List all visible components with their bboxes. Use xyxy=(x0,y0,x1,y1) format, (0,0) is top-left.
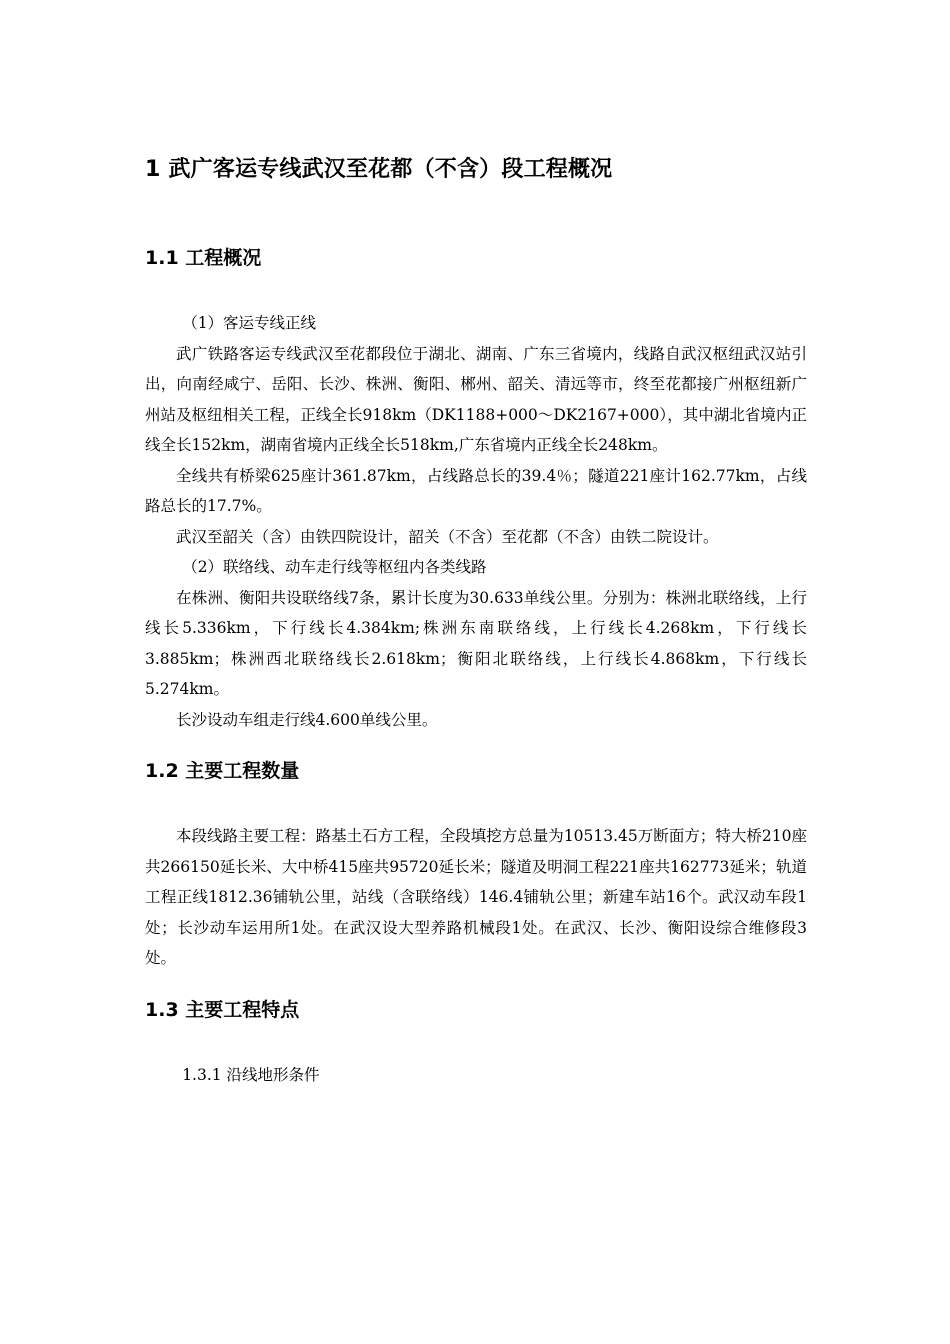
document-title: 1 武广客运专线武汉至花都（不含）段工程概况 xyxy=(145,157,613,182)
section-heading-1-3: 1.3 主要工程特点 xyxy=(145,998,300,1021)
paragraph-emu-track: 长沙设动车组走行线4.600单线公里。 xyxy=(176,710,438,729)
paragraph-bridges-tunnels: 全线共有桥梁625座计361.87km，占线路总长的39.4％；隧道221座计162.77km，占线路总长的17.7%。 xyxy=(145,466,807,515)
paragraph-main-quantities: 本段线路主要工程：路基土石方工程，全段填挖方总量为10513.45万断面方；特大桥210座共266150延长米、大中桥415座共95720延长米；隧道及明洞工程221座共162773延米；轨道工程正线1812.36铺轨公里，站线（含联络线）146.4铺轨公里；新建车站16个。武汉动车段1处；长沙动车运用所1处。在武汉设大型养路机械段1处。在武汉、长沙、衡阳设综合维修段3处。 xyxy=(145,827,807,967)
paragraph-connecting-lines: 在株洲、衡阳共设联络线7条，累计长度为30.633单线公里。分别为：株洲北联络线，上行线长5.336km，下行线长4.384km;株洲东南联络线，上行线长4.268km，下行线长3.885km；株洲西北联络线长2.618km；衡阳北联络线，上行线长4.868km，下行线长5.274km。 xyxy=(145,588,807,698)
section-heading-1-2: 1.2 主要工程数量 xyxy=(145,760,300,782)
paragraph-design-institutes: 武汉至韶关（含）由铁四院设计，韶关（不含）至花都（不含）由铁二院设计。 xyxy=(176,527,719,546)
paragraph-main-line: 武广铁路客运专线武汉至花都段位于湖北、湖南、广东三省境内，线路自武汉枢纽武汉站引出，向南经咸宁、岳阳、长沙、株洲、衡阳、郴州、韶关、清远等市，终至花都接广州枢纽新广州站及枢纽相关工程，正线全长918km（DK1188+000～DK2167+000），其中湖北省境内正线全长152km，湖南省境内正线全长518km,广东省境内正线全长248km。 xyxy=(145,344,807,454)
subheading-terrain: 1.3.1 沿线地形条件 xyxy=(182,1065,320,1084)
subheading-connecting-lines: （2）联络线、动车走行线等枢纽内各类线路 xyxy=(182,558,487,576)
document-body xyxy=(145,150,807,1090)
subheading-main-line: （1）客运专线正线 xyxy=(182,314,317,332)
section-heading-1-1: 1.1 工程概况 xyxy=(145,247,262,269)
